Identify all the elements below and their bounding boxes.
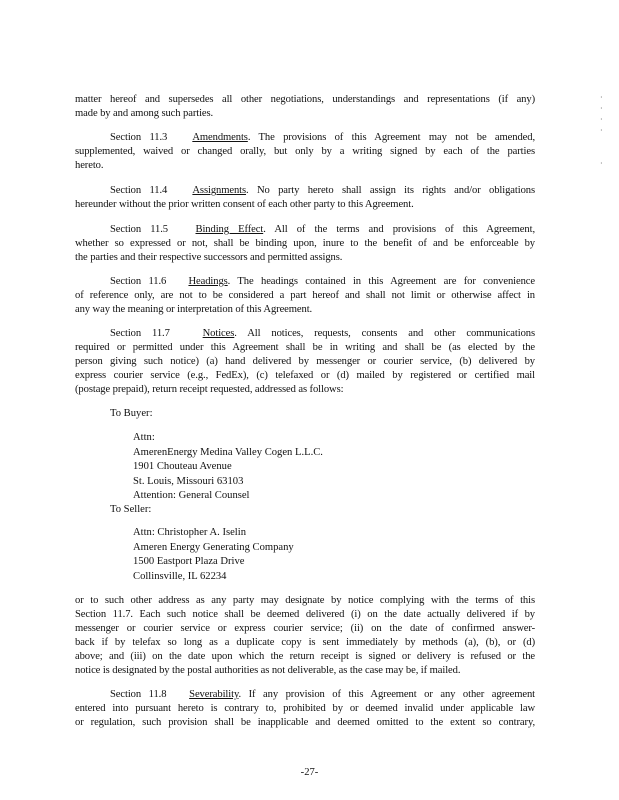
notice-closing-line: back if by telefax so long as a duplicate copy is sent immediately by methods (a), (b), or (d) bbox=[75, 637, 535, 648]
seller-address-line: Attn: Christopher A. Iselin bbox=[133, 527, 246, 538]
section-number: Section 11.8 bbox=[110, 689, 167, 700]
section-11-4-line: hereunder without the prior written consent of each other party to this Agreement. bbox=[75, 199, 414, 210]
section-heading: Headings bbox=[188, 276, 228, 287]
section-heading: Amendments bbox=[192, 132, 248, 143]
notice-closing-line: or to such other address as any party may designate by notice complying with the terms of this bbox=[75, 595, 535, 606]
notice-closing-line: notice is designated by the postal authorities as not deliverable, as the case may be, if mailed. bbox=[75, 665, 461, 676]
notice-closing-line: messenger or courier service or express courier service; (ii) on the date of confirmed answer- bbox=[75, 623, 535, 634]
notice-closing-line: above; and (iii) on the date upon which the return receipt is signed or delivery is refused or the bbox=[75, 651, 535, 662]
section-11-7: Section 11.7 Notices. All notices, requests, consents and other communications bbox=[110, 328, 535, 339]
buyer-address-line: Attn: bbox=[133, 432, 155, 443]
section-11-5-line: whether so expressed or not, shall be binding upon, inure to the benefit of and be enforceable by bbox=[75, 238, 535, 249]
section-11-6: Section 11.6 Headings. The headings contained in this Agreement are for convenience bbox=[110, 276, 535, 287]
buyer-address-line: AmerenEnergy Medina Valley Cogen L.L.C. bbox=[133, 446, 323, 458]
intro-line-2: made by and among such parties. bbox=[75, 108, 214, 119]
section-number: Section 11.4 bbox=[110, 185, 168, 196]
seller-address-line: Collinsville, IL 62234 bbox=[133, 570, 227, 582]
page-number: -27- bbox=[300, 767, 319, 778]
section-number: Section 11.3 bbox=[110, 132, 168, 143]
section-11-3-line: supplemented, waived or changed orally, but only by a writing signed by each of the parties bbox=[75, 146, 535, 157]
section-heading: Binding Effect bbox=[195, 224, 264, 235]
section-number: Section 11.5 bbox=[110, 224, 168, 235]
section-11-3: Section 11.3 Amendments. The provisions of this Agreement may not be amended, bbox=[110, 132, 536, 143]
buyer-address-line: St. Louis, Missouri 63103 bbox=[133, 475, 244, 487]
section-heading: Notices bbox=[202, 328, 235, 339]
buyer-address-line: 1901 Chouteau Avenue bbox=[133, 461, 232, 472]
section-heading: Assignments bbox=[192, 185, 247, 196]
section-11-7-line: (postage prepaid), return receipt requested, addressed as follows: bbox=[75, 384, 344, 395]
section-11-4: Section 11.4 Assignments. No party hereto shall assign its rights and/or obligations bbox=[110, 185, 535, 196]
section-11-3-line: hereto. bbox=[75, 160, 104, 171]
seller-address-line: Ameren Energy Generating Company bbox=[133, 541, 294, 553]
section-11-5: Section 11.5 Binding Effect. All of the terms and provisions of this Agreement, bbox=[110, 224, 535, 235]
section-11-8: Section 11.8 Severability. If any provision of this Agreement or any other agreement bbox=[110, 689, 535, 700]
section-11-6-line: of reference only, are not to be considered a part hereof and shall not limit or otherwise affect in bbox=[75, 290, 535, 301]
buyer-address-line: Attention: General Counsel bbox=[133, 490, 250, 501]
section-11-7-line: person giving such notice) (a) hand delivered by messenger or courier service, (b) delivered by bbox=[75, 356, 535, 367]
section-11-8-line: entered into pursuant hereto is contrary to, prohibited by or deemed invalid under applicable law bbox=[75, 703, 535, 714]
to-seller-label: To Seller: bbox=[110, 504, 152, 515]
margin-scan-marks: · · · · · bbox=[600, 93, 603, 168]
intro-line-1: matter hereof and supersedes all other negotiations, understandings and representations (if any) bbox=[75, 94, 535, 105]
section-number: Section 11.6 bbox=[110, 276, 167, 287]
notice-closing-line: Section 11.7. Each such notice shall be deemed delivered (i) on the date actually delivered if by bbox=[75, 609, 535, 620]
to-buyer-label: To Buyer: bbox=[110, 408, 153, 419]
section-11-7-line: required or permitted under this Agreement shall be in writing and shall be (as elected by the bbox=[75, 342, 535, 353]
seller-address-line: 1500 Eastport Plaza Drive bbox=[133, 556, 245, 567]
section-11-7-line: express courier service (e.g., FedEx), (c) telefaxed or (d) mailed by registered or certified mail bbox=[75, 370, 535, 381]
section-number: Section 11.7 bbox=[110, 328, 170, 339]
section-11-8-line: or regulation, such provision shall be inapplicable and deemed omitted to the extent so contrary, bbox=[75, 717, 535, 728]
section-11-5-line: the parties and their respective successors and permitted assigns. bbox=[75, 252, 343, 263]
section-11-6-line: any way the meaning or interpretation of this Agreement. bbox=[75, 304, 313, 315]
section-heading: Severability bbox=[189, 689, 239, 700]
